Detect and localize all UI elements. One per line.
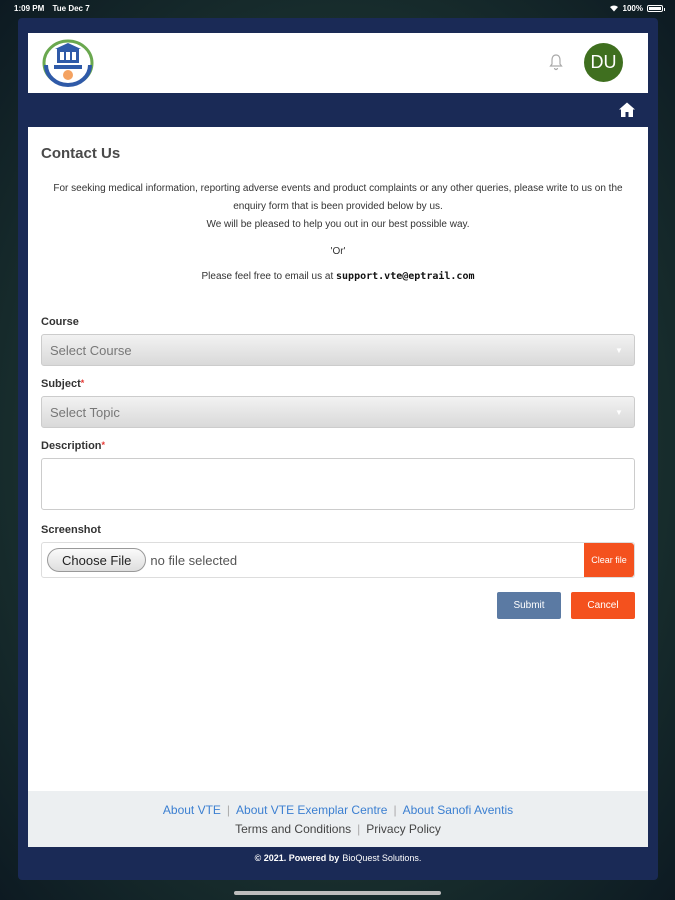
page-title: Contact Us [41, 145, 121, 162]
intro-line-2: We will be pleased to help you out in our best possible way. [206, 219, 470, 230]
chevron-down-icon: ▼ [615, 407, 623, 417]
footer-link-sanofi[interactable]: About Sanofi Aventis [402, 803, 514, 817]
email-prefix: Please feel free to email us at [201, 271, 337, 282]
user-avatar[interactable] [584, 43, 623, 82]
nav-bar [28, 93, 648, 127]
support-email-link[interactable]: support.vte@eptrail.com [336, 271, 475, 282]
footer [28, 791, 648, 847]
avatar-initials: DU [590, 52, 617, 72]
app-logo-icon [42, 39, 94, 87]
status-bar [0, 0, 675, 16]
description-label-text: Description [41, 440, 102, 452]
home-icon[interactable] [618, 101, 636, 119]
course-label [41, 316, 635, 328]
intro-line-1: For seeking medical information, reporting adverse events and product complaints or any other queries, please write to us on the enquiry form that is been provided below by us. [53, 183, 623, 212]
submit-label: Submit [513, 600, 545, 611]
wifi-icon [609, 4, 619, 12]
submit-button[interactable] [497, 592, 561, 619]
cancel-label: Cancel [587, 600, 619, 611]
description-textarea[interactable] [41, 458, 635, 510]
description-label [41, 440, 635, 452]
choose-file-button[interactable] [47, 548, 146, 572]
required-mark: * [101, 440, 106, 450]
no-file-text: no file selected [150, 552, 238, 568]
choose-file-label: Choose File [62, 552, 132, 568]
form-actions [41, 592, 635, 619]
subject-label-text: Subject [41, 378, 81, 390]
header [28, 33, 648, 93]
footer-link-terms[interactable]: Terms and Conditions [235, 822, 352, 836]
battery-percent: 100% [622, 3, 643, 13]
main-content [28, 127, 648, 791]
screenshot-label-text: Screenshot [41, 524, 101, 536]
footer-link-about-vte[interactable]: About VTE [162, 803, 221, 817]
or-separator: 'Or' [330, 246, 346, 257]
home-indicator[interactable] [234, 891, 441, 895]
course-select[interactable] [41, 334, 635, 366]
required-mark: * [80, 378, 85, 388]
subject-select-value: Select Topic [50, 404, 120, 420]
status-left [14, 4, 96, 13]
clear-file-label: Clear file [591, 555, 627, 565]
screenshot-label [41, 524, 635, 536]
subject-select[interactable] [41, 396, 635, 428]
chevron-down-icon: ▼ [615, 345, 623, 355]
bell-icon[interactable] [548, 53, 564, 71]
battery-icon [647, 5, 663, 12]
copyright-text: © 2021. Powered by [254, 853, 340, 863]
footer-separator: | [357, 822, 361, 836]
subject-label [41, 378, 635, 390]
screenshot-file-input [41, 542, 635, 578]
intro-text [41, 180, 635, 234]
status-date: Tue Dec 7 [52, 3, 90, 13]
app-window [28, 33, 648, 869]
footer-separator: | [393, 803, 397, 817]
status-right [609, 4, 663, 13]
status-time: 1:09 PM [14, 3, 45, 13]
footer-link-exemplar-centre[interactable]: About VTE Exemplar Centre [236, 803, 388, 817]
course-label-text: Course [41, 316, 79, 328]
footer-link-privacy[interactable]: Privacy Policy [366, 822, 441, 836]
clear-file-button[interactable] [584, 543, 634, 577]
brand-link[interactable]: BioQuest Solutions. [342, 853, 422, 863]
cancel-button[interactable] [571, 592, 635, 619]
footer-separator: | [226, 803, 231, 817]
footer-links-row-1 [28, 803, 648, 817]
course-select-value: Select Course [50, 342, 132, 358]
email-line [41, 271, 635, 282]
copyright-bar [28, 847, 648, 869]
footer-links-row-2 [28, 822, 648, 836]
